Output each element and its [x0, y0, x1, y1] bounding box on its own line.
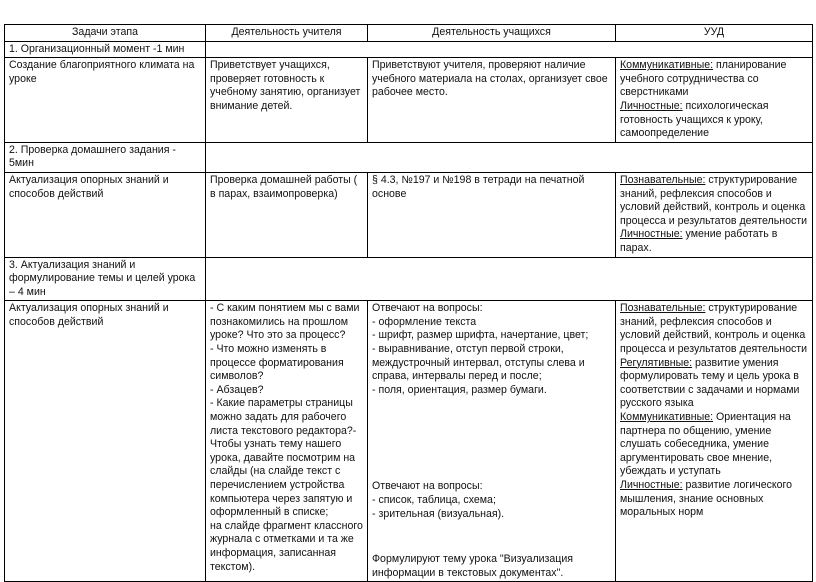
task-cell: Создание благоприятного климата на уроке: [5, 58, 206, 143]
stage-title-row: [5, 257, 813, 301]
students-line: - оформление текста: [372, 315, 477, 328]
task-cell: Актуализация опорных знаний и способов действий: [5, 301, 206, 582]
uud-text: Ориентация на партнера по общению, умение слушать собеседника, умение аргументировать свое мнение, убеждать и уступать: [620, 411, 791, 478]
uud-label: Регулятивные:: [620, 356, 693, 369]
students-cell: Приветствуют учителя, проверяют наличие учебного материала на столах, организует свое рабочее место.: [368, 58, 616, 143]
teacher-line: - Что можно изменять в процессе форматирования символов?: [210, 343, 344, 383]
header-cell: Задачи этапа: [5, 25, 206, 42]
uud-text: развитие логического мышления, знание основных моральных норм: [620, 479, 793, 519]
students-line: - выравнивание, отступ первой строки, междустрочный интервал, отступы слева и справа, интервалы перед и после;: [372, 343, 585, 383]
students-line: - зрительная (визуальная).: [372, 507, 505, 520]
uud-text: психологическая готовность учащихся к уроку, самоопределение: [620, 99, 769, 140]
teacher-line: - С каким понятием мы с вами познакомились на прошлом уроке? Что это за процесс?: [210, 302, 360, 342]
header-cell: УУД: [616, 25, 813, 42]
stage-title: 3. Актуализация знаний и формулирование темы и целей урока – 4 мин: [5, 257, 206, 301]
stage-title-row: [5, 41, 813, 58]
uud-cell: [616, 172, 813, 257]
students-line: Формулируют тему урока "Визуализация информации в текстовых документах".: [372, 553, 574, 579]
students-line: - поля, ориентация, размер бумаги.: [372, 383, 547, 396]
table-row: [5, 172, 813, 257]
lesson-plan-table: [4, 24, 813, 582]
students-line: Отвечают на вопросы:: [372, 302, 483, 315]
uud-label: Коммуникативные:: [620, 411, 714, 424]
teacher-cell: Проверка домашней работы ( в парах, взаимопроверка): [206, 172, 368, 257]
students-cell: § 4.3, №197 и №198 в тетради на печатной основе: [368, 172, 616, 257]
students-line: Отвечают на вопросы:: [372, 480, 483, 493]
header-cell: Деятельность учащихся: [368, 25, 616, 42]
empty-cell: [206, 142, 813, 172]
students-line: - список, таблица, схема;: [372, 494, 496, 507]
table-row: [5, 301, 813, 582]
uud-label: Познавательные:: [620, 302, 706, 315]
uud-text: умение работать в парах.: [620, 228, 778, 254]
students-cell: [368, 301, 616, 582]
stage-title: 2. Проверка домашнего задания - 5мин: [5, 142, 206, 172]
teacher-line: - Какие параметры страницы можно задать для рабочего листа текстового редактора?- Чтобы узнать тему нашего урока, давайте посмотрим на слайды (на слайде текст с перечислением устройства компьютера через запятую и оформленный в списке;: [210, 397, 357, 519]
uud-cell: [616, 58, 813, 143]
teacher-cell: [206, 301, 368, 582]
teacher-line: - Абзацев?: [210, 383, 264, 396]
teacher-cell: Приветствует учащихся, проверяет готовность к учебному занятию, организует внимание детей.: [206, 58, 368, 143]
stage-title: 1. Организационный момент -1 мин: [5, 41, 206, 58]
stage-title-row: [5, 142, 813, 172]
uud-cell: [616, 301, 813, 582]
uud-text: структурирование знаний, рефлексия способов и условий действий, контроль и оценка процесса и результатов деятельности: [620, 302, 808, 356]
uud-text: структурирование знаний, рефлексия способов и условий действий, контроль и оценка процесса и результатов деятельности: [620, 173, 808, 227]
uud-label: Личностные:: [620, 99, 683, 112]
uud-label: Личностные:: [620, 479, 683, 491]
uud-label: Познавательные:: [620, 173, 706, 186]
students-line: - шрифт, размер шрифта, начертание, цвет;: [372, 329, 589, 342]
header-cell: Деятельность учителя: [206, 25, 368, 42]
uud-label: Коммуникативные:: [620, 59, 714, 72]
teacher-line: на слайде фрагмент классного журнала с отметками и та же информация, записанная текстом).: [210, 519, 363, 573]
uud-label: Личностные:: [620, 228, 683, 241]
task-cell: Актуализация опорных знаний и способов действий: [5, 172, 206, 257]
table-header-row: [5, 25, 813, 42]
empty-cell: [206, 41, 813, 58]
table-row: [5, 58, 813, 143]
uud-text: развитие умения формулировать тему и цель урока в соответствии с задачами и нормами русского языка: [620, 356, 800, 410]
uud-text: планирование учебного сотрудничества со сверстниками: [620, 59, 787, 99]
empty-cell: [206, 257, 813, 301]
